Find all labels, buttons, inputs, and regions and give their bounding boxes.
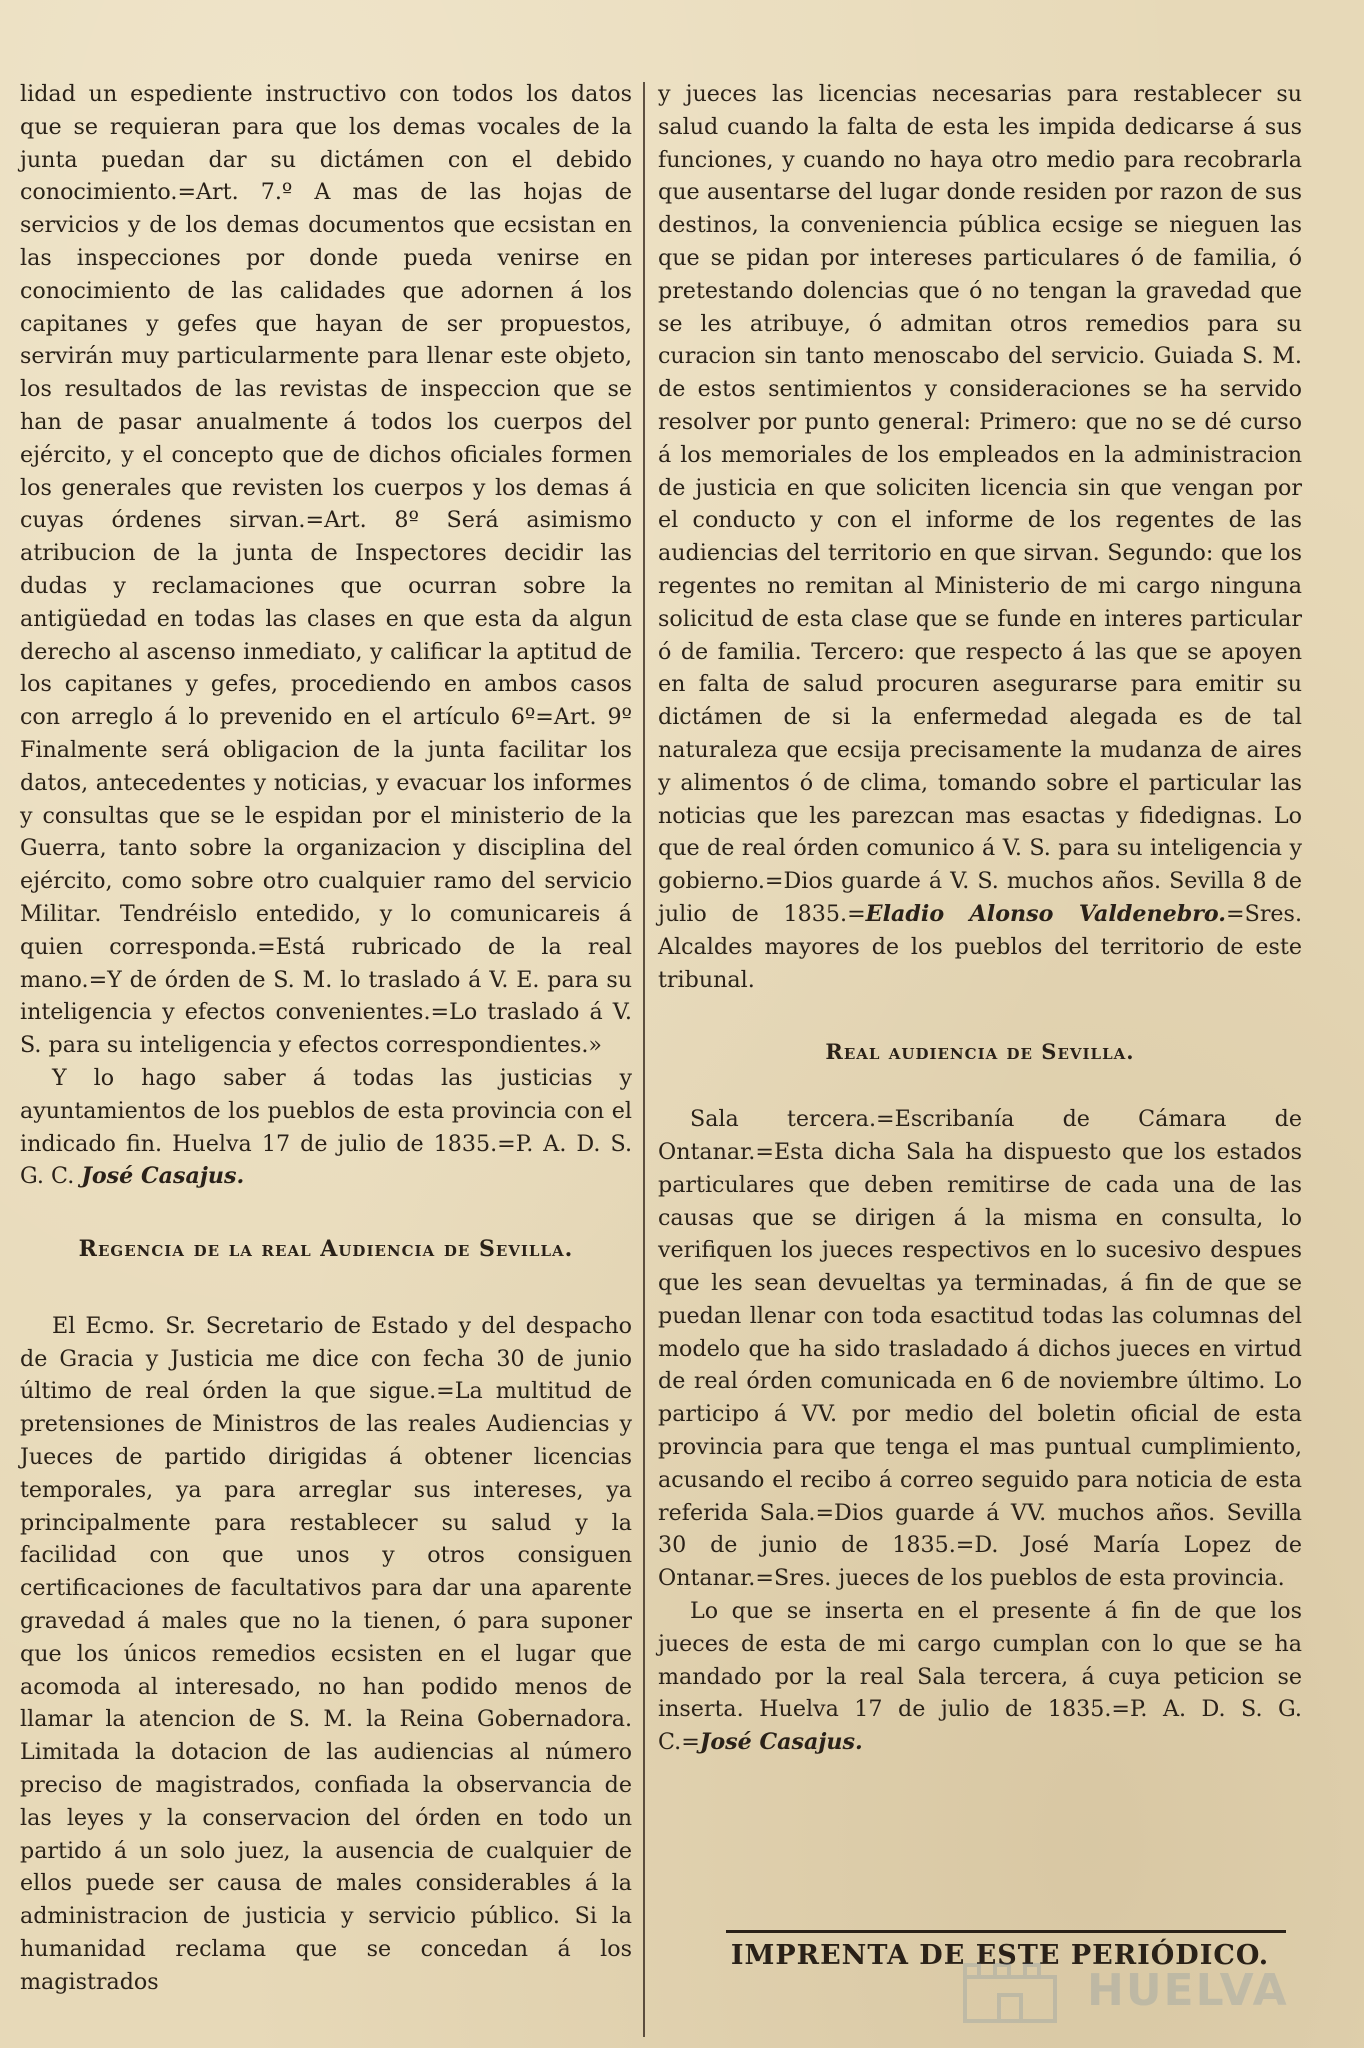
left-column xyxy=(20,78,632,1999)
right-paragraph-2: Sala tercera.=Escribanía de Cámara de Ontanar.=Esta dicha Sala ha dispuesto que los estados particulares que deben remitirse de cada una de las causas que se dirigen á la misma en consulta, lo verifiquen los jueces respectivos en lo sucesivo despues que les sean devueltas ya terminadas, á fin de que se puedan llenar con toda esactitud todas las columnas del modelo que ha sido trasladado á dichos jueces en virtud de real órden comunicada en 6 de noviembre último. Lo participo á VV. por medio del boletin oficial de esta provincia para que tenga el mas puntual cumplimiento, acusando el recibo á correo seguido para noticia de esta referida Sala.=Dios guarde á VV. muchos años. Sevilla 30 de junio de 1835.=D. José María Lopez de Ontanar.=Sres. jueces de los pueblos de esta provincia. xyxy=(658,1106,1302,1592)
imprenta-rule xyxy=(726,1930,1286,1933)
watermark xyxy=(955,1955,1315,2027)
right-paragraph-1-tail: =Sres. Alcaldes mayores de los pueblos del territorio de este tribunal. xyxy=(658,900,1302,993)
castle-crest-icon xyxy=(955,1955,1075,2027)
right-paragraph-1-signature: Eladio Alonso Valdenebro. xyxy=(865,900,1227,927)
column-divider xyxy=(643,82,645,2037)
section-heading-real-audiencia: Real audiencia de Sevilla. xyxy=(825,1039,1135,1065)
section-heading-regencia: Regencia de la real Audiencia de Sevilla. xyxy=(78,1236,574,1263)
left-paragraph-3: El Ecmo. Sr. Secretario de Estado y del despacho de Gracia y Justicia me dice con fecha 30 de junio último de real órden la que sigue.=La multitud de pretensiones de Ministros de las reales Audiencias y Jueces de partido dirigidas á obtener licencias temporales, ya para arreglar sus intereses, ya principalmente para restablecer su salud y la facilidad con que unos y otros consiguen certificaciones de facultativos para dar una aparente gravedad á males que no la tienen, ó para suponer que los únicos remedios ecsisten en el lugar que acomoda al interesado, no han podido menos de llamar la atencion de S. M. la Reina Gobernadora. Limitada la dotacion de las audiencias al número preciso de magistrados, confiada la observancia de las leyes y la conservacion del órden en todo un partido á un solo juez, la ausencia de cualquier de ellos puede ser causa de males considerables á la administracion de justicia y servicio público. Si la humanidad reclama que se concedan á los magistrados xyxy=(20,1312,632,1995)
right-column xyxy=(658,78,1302,1759)
right-paragraph-1-text: y jueces las licencias necesarias para restablecer su salud cuando la falta de esta les impida dedicarse á sus funciones, y cuando no haya otro medio para recobrarla que ausentarse del lugar donde residen por razon de sus destinos, la conveniencia pública ecsige se nieguen las que se pidan por intereses particulares ó de familia, ó pretestando dolencias que ó no tengan la gravedad que se les atribuye, ó admitan otros remedios para su curacion sin tanto menoscabo del servicio. Guiada S. M. de estos sentimientos y consideraciones se ha servido resolver por punto general: Primero: que no se dé curso á los memoriales de los empleados en la administracion de justicia en que soliciten licencia sin que vengan por el conducto y con el informe de los regentes de las audiencias del territorio en que sirvan. Segundo: que los regentes no remitan al Ministerio de mi cargo ninguna solicitud de esta clase que se funde en interes particular ó de familia. Tercero: que respecto á las que se apoyen en falta de salud procuren asegurarse para emitir su dictámen de si la enfermedad alegada es de tal naturaleza que ecsija precisamente la mudanza de aires y alimentos ó de clima, tomando sobre el particular las noticias que les parezcan mas esactas y fidedignas. Lo que de real órden comunico á V. S. para su inteligencia y gobierno.=Dios guarde á V. S. muchos años. Sevilla 8 de julio de 1835.= xyxy=(658,81,1302,927)
left-paragraph-2-signature: José Casajus. xyxy=(81,1163,245,1190)
left-paragraph-2 xyxy=(20,1062,632,1193)
imprenta-footer: IMPRENTA DE ESTE PERIÓDICO. xyxy=(730,1940,1270,1971)
left-paragraph-1: lidad un espediente instructivo con todos los datos que se requieran para que los demas vocales de la junta puedan dar su dictámen con el debido conocimiento.=Art. 7.º A mas de las hojas de servicios y de los demas documentos que ecsistan en las inspecciones por donde pueda venirse en conocimiento de las calidades que adornen á los capitanes y gefes que hayan de ser propuestos, servirán muy particularmente para llenar este objeto, los resultados de las revistas de inspeccion que se han de pasar anualmente á todos los cuerpos del ejército, y el concepto que de dichos oficiales formen los generales que revisten los cuerpos y los demas á cuyas órdenes sirvan.=Art. 8º Será asimismo atribucion de la junta de Inspectores decidir las dudas y reclamaciones que ocurran sobre la antigüedad en todas las clases en que esta da algun derecho al ascenso inmediato, y calificar la aptitud de los capitanes y gefes, procediendo en ambos casos con arreglo á lo prevenido en el artículo 6º=Art. 9º Finalmente será obligacion de la junta facilitar los datos, antecedentes y noticias, y evacuar los informes y consultas que se le espidan por el ministerio de la Guerra, tanto sobre la organizacion y disciplina del ejército, como sobre otro cualquier ramo del servicio Militar. Tendréislo entedido, y lo comunicareis á quien corresponda.=Está rubricado de la real mano.=Y de órden de S. M. lo traslado á V. E. para su inteligencia y efectos convenientes.=Lo traslado á V. S. para su inteligencia y efectos correspondientes.» xyxy=(20,81,632,1059)
right-paragraph-3 xyxy=(658,1595,1302,1759)
right-paragraph-1 xyxy=(658,78,1302,996)
watermark-text: HUELVA xyxy=(1087,1965,1289,2016)
right-paragraph-3-text: Lo que se inserta en el presente á fin de que los jueces de esta de mi cargo cumplan con lo que se ha mandado por la real Sala tercera, á cuya peticion se inserta. Huelva 17 de julio de 1835.=P. A. D. S. G. C.= xyxy=(658,1598,1302,1756)
left-paragraph-2-text: Y lo hago saber á todas las justicias y ayuntamientos de los pueblos de esta provincia con el indicado fin. Huelva 17 de julio de 1835.=P. A. D. S. G. C. xyxy=(20,1064,632,1190)
right-paragraph-3-signature: José Casajus. xyxy=(699,1729,863,1756)
